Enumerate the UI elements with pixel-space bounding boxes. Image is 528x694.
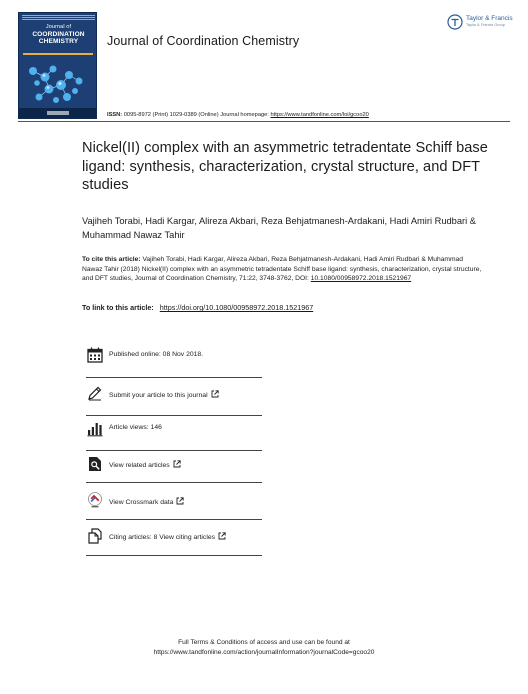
cover-title <box>19 24 97 45</box>
documents-icon <box>87 528 103 544</box>
article-doi-link[interactable]: https://doi.org/10.1080/00958972.2018.1521967 <box>159 303 314 312</box>
info-row-related[interactable] <box>86 456 262 496</box>
publisher-logo-icon <box>447 14 463 30</box>
pencil-icon <box>87 385 103 401</box>
publisher-tagline: Taylor & Francis Group <box>466 23 505 27</box>
related-articles-label: View related articles <box>109 462 170 469</box>
cover-title-line2: COORDINATION <box>32 31 85 38</box>
info-divider <box>86 519 262 520</box>
info-divider <box>86 482 262 483</box>
publisher-name: Taylor & Francis <box>466 15 513 22</box>
info-row-views <box>86 419 262 459</box>
citation-block <box>82 255 482 284</box>
published-date-text: Published online: 08 Nov 2018. <box>109 351 204 358</box>
info-divider <box>86 450 262 451</box>
citation-label: To cite this article: <box>82 256 141 263</box>
external-link-icon <box>218 532 226 540</box>
cover-title-line3: CHEMISTRY <box>38 38 79 45</box>
info-divider <box>86 415 262 416</box>
citation-doi-link[interactable]: 10.1080/00958972.2018.1521967 <box>310 275 412 282</box>
related-articles-link[interactable] <box>109 460 181 469</box>
info-row-published <box>86 344 262 384</box>
external-link-icon <box>176 497 184 505</box>
journal-cover-image[interactable] <box>18 12 97 119</box>
publisher-logo[interactable] <box>447 12 517 36</box>
submit-article-link[interactable] <box>109 390 219 399</box>
footer-terms-link[interactable]: https://www.tandfonline.com/action/journalInformation?journalCode=gcoo20 <box>153 648 375 656</box>
header-divider <box>18 121 510 122</box>
article-title: Nickel(II) complex with an asymmetric tetradentate Schiff base ligand: synthesis, characterization, crystal structure, and DFT studies <box>82 140 488 193</box>
info-row-crossmark[interactable] <box>86 492 262 532</box>
cover-top-strip <box>22 15 95 21</box>
molecule-artwork <box>23 59 94 109</box>
submit-article-label: Submit your article to this journal <box>109 392 208 399</box>
magnifier-icon <box>87 456 103 472</box>
article-link-label: To link to this article: <box>82 303 154 312</box>
issn-text: 0095-8972 (Print) 1029-0389 (Online) Journal homepage: <box>123 112 269 118</box>
issn-label: ISSN: <box>107 112 123 118</box>
footer-terms <box>0 638 528 657</box>
cover-footer <box>19 108 97 118</box>
citing-articles-link[interactable] <box>109 532 226 541</box>
info-row-submit[interactable] <box>86 382 262 422</box>
footer-terms-text: Full Terms & Conditions of access and use can be found at <box>178 639 350 646</box>
article-link-line <box>82 303 313 312</box>
external-link-icon <box>211 390 219 398</box>
crossmark-label: View Crossmark data <box>109 499 174 506</box>
crossmark-link[interactable] <box>109 497 184 506</box>
cover-band <box>23 53 93 55</box>
info-divider <box>86 555 262 556</box>
cover-title-line1: Journal of <box>45 24 72 30</box>
journal-homepage-link[interactable]: https://www.tandfonline.com/loi/gcoo20 <box>270 112 369 118</box>
info-divider <box>86 377 262 378</box>
crossmark-icon <box>87 492 103 508</box>
citation-text: Vajiheh Torabi, Hadi Kargar, Alireza Akbari, Reza Behjatmanesh-Ardakani, Hadi Amiri Rudbari & Muhammad Nawaz Tahir (2018) Nickel(II) complex with an asymmetric tetradentate Schiff base ligand: synthesis, characterization, crystal structure, and DFT studies, Journal of Coordination Chemistry, 71:22, 3748-3762, DOI: <box>82 256 482 282</box>
calendar-icon <box>87 347 103 363</box>
article-authors: Vajiheh Torabi, Hadi Kargar, Alireza Akbari, Reza Behjatmanesh-Ardakani, Hadi Amiri Rudbari & Muhammad Nawaz Tahir <box>82 216 476 240</box>
bar-chart-icon <box>87 421 103 437</box>
journal-title: Journal of Coordination Chemistry <box>107 34 300 48</box>
article-views-text: Article views: 146 <box>109 424 162 431</box>
external-link-icon <box>173 460 181 468</box>
info-row-citing[interactable] <box>86 528 262 568</box>
citing-articles-label: Citing articles: 8 View citing articles <box>109 534 216 541</box>
issn-line <box>107 112 369 118</box>
